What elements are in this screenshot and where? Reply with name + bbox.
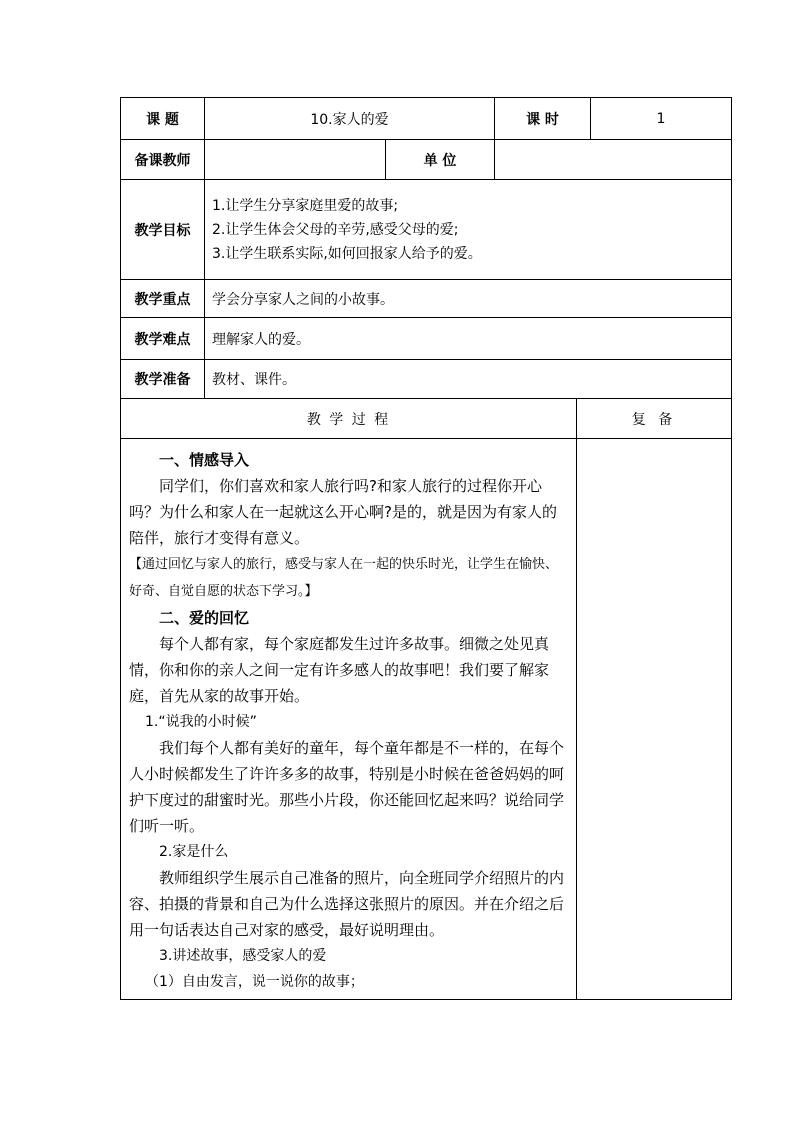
goals-label: 教学目标 <box>121 180 205 279</box>
teacher-value <box>205 140 386 179</box>
teacher-label: 备课教师 <box>121 140 205 179</box>
section-heading: 二、爱的回忆 <box>159 609 250 627</box>
process-header: 教 学 过 程 <box>121 399 577 438</box>
difficulty-value: 理解家人的爱。 <box>212 331 310 348</box>
sub-heading: 2.家是什么 <box>159 844 229 860</box>
topic-value: 10.家人的爱 <box>205 98 495 139</box>
period-value: 1 <box>656 110 666 127</box>
paragraph: 每个人都有家，每个家庭都发生过许多故事。细微之处见真情，你和你的亲人之间一定有许多感人的故事吧！我们要了解家庭，首先从家的故事开始。 <box>129 635 550 705</box>
section-heading: 一、情感导入 <box>159 451 250 469</box>
goals-list <box>205 180 731 279</box>
paragraph: 教师组织学生展示自己准备的照片，向全班同学介绍照片的内容、拍摄的背景和自己为什么选择这张照片的原因。并在介绍之后用一句话表达自己对家的感受，最好说明理由。 <box>129 869 565 939</box>
unit-value <box>495 140 731 179</box>
preparation-label: 教学准备 <box>121 360 205 398</box>
process-content <box>121 439 577 999</box>
sub-heading: 1.“说我的小时候” <box>145 714 257 730</box>
row-teacher <box>121 140 731 180</box>
row-topic <box>121 98 731 140</box>
key-point-value: 学会分享家人之间的小故事。 <box>212 291 394 308</box>
design-note: 【通过回忆与家人的旅行，感受与家人在一起的快乐时光，让学生在愉快、好奇、自觉自愿的状态下学习。】 <box>129 557 559 599</box>
lesson-plan-table <box>120 97 732 1000</box>
row-goals <box>121 180 731 280</box>
period-label: 课 时 <box>495 98 591 139</box>
unit-label: 单 位 <box>386 140 495 179</box>
sub-heading: 3.讲述故事，感受家人的爱 <box>159 948 327 964</box>
goal-item: 3.让学生联系实际,如何回报家人给予的爱。 <box>212 245 482 262</box>
key-point-label: 教学重点 <box>121 280 205 317</box>
sub-heading: （1）自由发言，说一说你的故事； <box>145 974 364 990</box>
difficulty-label: 教学难点 <box>121 318 205 359</box>
row-process-header <box>121 399 731 439</box>
row-preparation <box>121 360 731 399</box>
paragraph: 我们每个人都有美好的童年，每个童年都是不一样的，在每个人小时候都发生了许许多多的故事，特别是小时候在爸爸妈妈的呵护下度过的甜蜜时光。那些小片段，你还能回忆起来吗？说给同学们听一听。 <box>129 739 565 835</box>
preparation-value: 教材、课件。 <box>212 372 296 388</box>
review-content <box>577 439 731 999</box>
paragraph: 同学们，你们喜欢和家人旅行吗?和家人旅行的过程你开心吗？为什么和家人在一起就这么开心啊?是的，就是因为有家人的陪伴，旅行才变得有意义。 <box>129 477 557 547</box>
goal-item: 1.让学生分享家庭里爱的故事; <box>212 197 399 214</box>
review-header: 复 备 <box>631 411 677 428</box>
row-difficulty <box>121 318 731 360</box>
topic-label: 课 题 <box>121 98 205 139</box>
goal-item: 2.让学生体会父母的辛劳,感受父母的爱; <box>212 221 459 238</box>
row-process-body <box>121 439 731 999</box>
row-key-point <box>121 280 731 318</box>
